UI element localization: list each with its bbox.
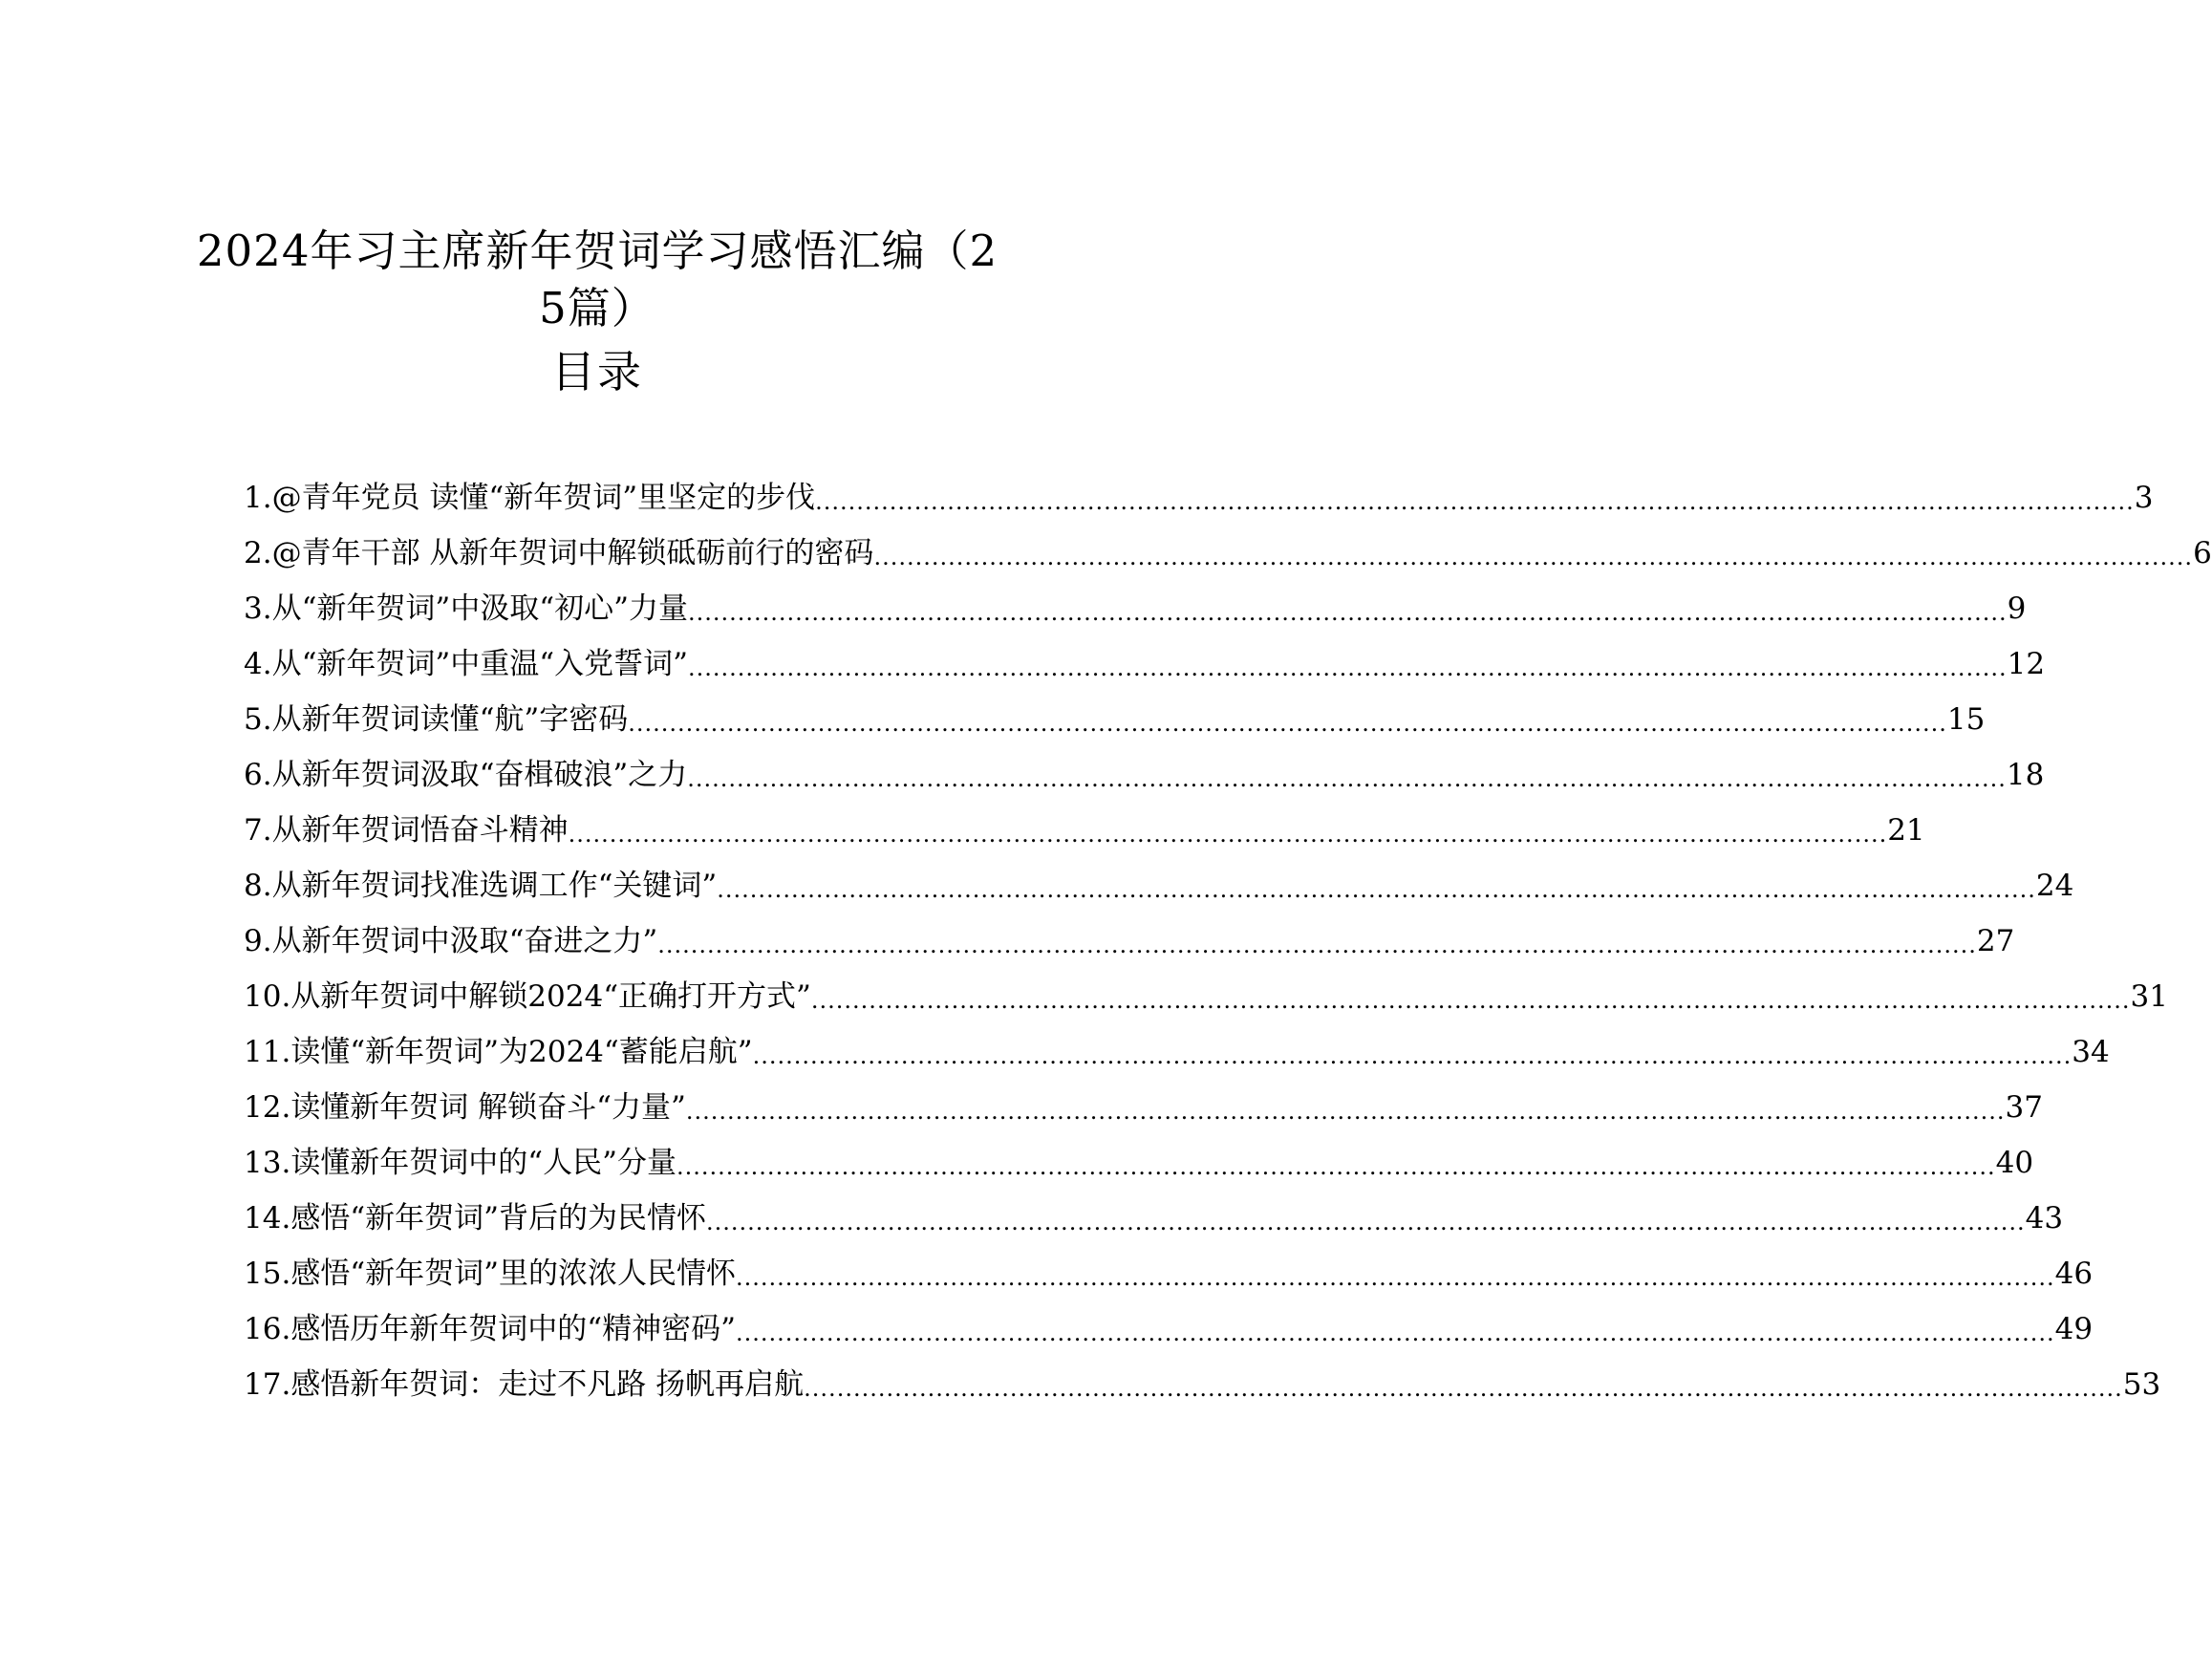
toc-entry-11[interactable] bbox=[244, 1023, 2110, 1081]
toc-entry-page-number: 37 bbox=[2005, 1090, 2043, 1125]
toc-entry-1[interactable] bbox=[244, 469, 2154, 526]
toc-entry-number: 7. bbox=[244, 813, 272, 848]
toc-entry-page-number: 40 bbox=[1995, 1146, 2034, 1180]
toc-entry-title: 从新年贺词找准选调工作“关键词” bbox=[271, 869, 718, 903]
toc-entry-page-number: 12 bbox=[2007, 647, 2046, 681]
toc-entry-13[interactable] bbox=[244, 1134, 2034, 1192]
toc-entry-number: 13. bbox=[244, 1146, 291, 1180]
toc-entry-number: 11. bbox=[244, 1035, 291, 1069]
toc-entry-16[interactable] bbox=[244, 1300, 2094, 1358]
toc-entry-number: 3. bbox=[244, 591, 272, 626]
toc-entry-title: 从新年贺词汲取“奋楫破浪”之力 bbox=[271, 758, 688, 792]
toc-heading: 目录 bbox=[551, 346, 643, 398]
toc-entry-page-number: 53 bbox=[2122, 1367, 2161, 1402]
toc-entry-number: 6. bbox=[244, 758, 272, 792]
toc-entry-5[interactable] bbox=[244, 691, 1986, 748]
toc-entry-page-number: 6 bbox=[2193, 536, 2212, 570]
toc-entry-page-number: 27 bbox=[1976, 924, 2015, 958]
toc-entry-15[interactable] bbox=[244, 1245, 2094, 1302]
toc-entry-title: 从新年贺词悟奋斗精神 bbox=[271, 813, 569, 848]
toc-entry-8[interactable] bbox=[244, 857, 2074, 914]
toc-entry-title: @青年党员 读懂“新年贺词”里坚定的步伐 bbox=[271, 481, 816, 515]
toc-entry-page-number: 46 bbox=[2054, 1257, 2094, 1291]
toc-entry-title: 从新年贺词中汲取“奋进之力” bbox=[271, 924, 658, 958]
toc-entry-number: 12. bbox=[244, 1090, 291, 1125]
toc-entry-page-number: 15 bbox=[1946, 702, 1986, 737]
document-title-line-2: 5篇） bbox=[539, 283, 655, 333]
toc-entry-title: 从“新年贺词”中汲取“初心”力量 bbox=[271, 591, 688, 626]
toc-entry-page-number: 24 bbox=[2035, 869, 2074, 903]
toc-entry-9[interactable] bbox=[244, 913, 2015, 970]
toc-entry-page-number: 49 bbox=[2054, 1312, 2094, 1346]
toc-entry-number: 16. bbox=[244, 1312, 291, 1346]
toc-dot-leader bbox=[804, 1352, 2123, 1417]
toc-entry-title: 感悟新年贺词：走过不凡路 扬帆再启航 bbox=[290, 1367, 805, 1402]
document-title-line-1: 2024年习主席新年贺词学习感悟汇编（2 bbox=[196, 226, 999, 276]
toc-entry-10[interactable] bbox=[244, 968, 2168, 1025]
toc-entry-14[interactable] bbox=[244, 1190, 2064, 1247]
toc-entry-number: 14. bbox=[244, 1201, 291, 1236]
toc-entry-number: 17. bbox=[244, 1367, 291, 1402]
toc-entry-3[interactable] bbox=[244, 580, 2027, 637]
toc-entry-7[interactable] bbox=[244, 802, 1925, 859]
toc-entry-page-number: 3 bbox=[2134, 481, 2154, 515]
toc-entry-page-number: 31 bbox=[2130, 979, 2168, 1014]
toc-entry-12[interactable] bbox=[244, 1079, 2043, 1136]
toc-entry-title: 从新年贺词读懂“航”字密码 bbox=[271, 702, 629, 737]
toc-entry-title: @青年干部 从新年贺词中解锁砥砺前行的密码 bbox=[271, 536, 874, 570]
toc-entry-page-number: 18 bbox=[2006, 758, 2045, 792]
toc-entry-number: 8. bbox=[244, 869, 272, 903]
toc-entry-6[interactable] bbox=[244, 746, 2045, 804]
toc-entry-number: 15. bbox=[244, 1257, 291, 1291]
toc-entry-title: 读懂“新年贺词”为2024“蓄能启航” bbox=[290, 1035, 753, 1069]
toc-entry-number: 5. bbox=[244, 702, 272, 737]
toc-entry-17[interactable] bbox=[244, 1356, 2161, 1413]
toc-entry-title: 从“新年贺词”中重温“入党誓词” bbox=[271, 647, 688, 681]
toc-entry-4[interactable] bbox=[244, 635, 2046, 693]
toc-entry-2[interactable] bbox=[244, 525, 2212, 582]
toc-entry-number: 9. bbox=[244, 924, 272, 958]
toc-entry-page-number: 21 bbox=[1887, 813, 1925, 848]
toc-entry-title: 感悟“新年贺词”里的浓浓人民情怀 bbox=[290, 1257, 737, 1291]
toc-entry-number: 2. bbox=[244, 536, 272, 570]
toc-entry-number: 1. bbox=[244, 481, 272, 515]
toc-entry-page-number: 9 bbox=[2007, 591, 2027, 626]
toc-entry-title: 感悟“新年贺词”背后的为民情怀 bbox=[290, 1201, 707, 1236]
toc-entry-number: 4. bbox=[244, 647, 272, 681]
toc-entry-title: 感悟历年新年贺词中的“精神密码” bbox=[290, 1312, 737, 1346]
toc-entry-title: 从新年贺词中解锁2024“正确打开方式” bbox=[290, 979, 811, 1014]
toc-entry-title: 读懂新年贺词 解锁奋斗“力量” bbox=[290, 1090, 686, 1125]
toc-entry-page-number: 34 bbox=[2072, 1035, 2110, 1069]
toc-entry-number: 10. bbox=[244, 979, 291, 1014]
toc-entry-page-number: 43 bbox=[2025, 1201, 2064, 1236]
toc-entry-title: 读懂新年贺词中的“人民”分量 bbox=[290, 1146, 677, 1180]
